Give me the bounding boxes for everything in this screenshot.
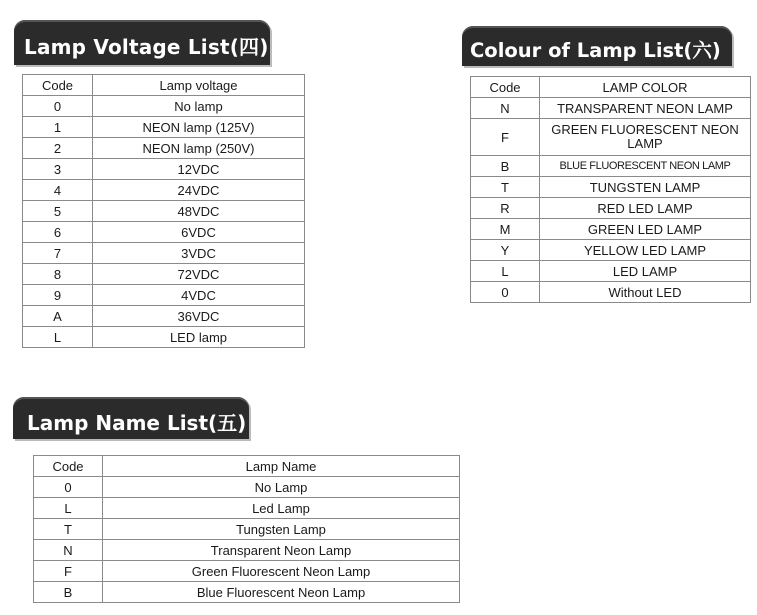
table-row xyxy=(34,582,460,603)
voltage-cell: 4VDC xyxy=(93,285,305,306)
table-row xyxy=(23,222,305,243)
voltage-cell: 24VDC xyxy=(93,180,305,201)
color-cell: TUNGSTEN LAMP xyxy=(540,177,751,198)
code-cell: R xyxy=(471,198,540,219)
lamp-name-list-title xyxy=(13,397,249,439)
color-cell: Without LED xyxy=(540,282,751,303)
name-cell: Green Fluorescent Neon Lamp xyxy=(103,561,460,582)
code-cell: 2 xyxy=(23,138,93,159)
voltage-cell: 3VDC xyxy=(93,243,305,264)
table-row xyxy=(471,177,751,198)
code-header: Code xyxy=(23,75,93,96)
table-row xyxy=(471,98,751,119)
voltage-cell: 36VDC xyxy=(93,306,305,327)
table-header-row xyxy=(23,75,305,96)
voltage-cell: NEON lamp (125V) xyxy=(93,117,305,138)
lamp-name-table xyxy=(33,455,460,603)
code-cell: L xyxy=(34,498,103,519)
table-row xyxy=(34,561,460,582)
voltage-cell: 72VDC xyxy=(93,264,305,285)
code-cell: L xyxy=(471,261,540,282)
color-cell: GREEN LED LAMP xyxy=(540,219,751,240)
code-cell: T xyxy=(471,177,540,198)
code-cell: 8 xyxy=(23,264,93,285)
lamp-name-header: Lamp Name xyxy=(103,456,460,477)
code-cell: N xyxy=(34,540,103,561)
color-cell: BLUE FLUORESCENT NEON LAMP xyxy=(540,156,751,177)
code-cell: Y xyxy=(471,240,540,261)
code-cell: 7 xyxy=(23,243,93,264)
voltage-cell: LED lamp xyxy=(93,327,305,348)
lamp-voltage-list-title xyxy=(14,20,270,65)
code-cell: 3 xyxy=(23,159,93,180)
table-row xyxy=(471,282,751,303)
lamp-color-header: LAMP COLOR xyxy=(540,77,751,98)
voltage-cell: 48VDC xyxy=(93,201,305,222)
lamp-name-list-title-text: Lamp Name List(五) xyxy=(27,411,247,435)
table-row xyxy=(471,219,751,240)
name-cell: Tungsten Lamp xyxy=(103,519,460,540)
voltage-cell: 6VDC xyxy=(93,222,305,243)
table-row xyxy=(23,264,305,285)
color-cell: LED LAMP xyxy=(540,261,751,282)
code-cell: F xyxy=(34,561,103,582)
code-cell: 0 xyxy=(471,282,540,303)
table-header-row xyxy=(471,77,751,98)
code-cell: A xyxy=(23,306,93,327)
code-cell: M xyxy=(471,219,540,240)
table-row xyxy=(23,180,305,201)
code-cell: 1 xyxy=(23,117,93,138)
table-row xyxy=(34,519,460,540)
name-cell: Led Lamp xyxy=(103,498,460,519)
table-row xyxy=(23,138,305,159)
table-row xyxy=(23,117,305,138)
code-cell: T xyxy=(34,519,103,540)
voltage-cell: 12VDC xyxy=(93,159,305,180)
name-cell: Transparent Neon Lamp xyxy=(103,540,460,561)
voltage-cell: No lamp xyxy=(93,96,305,117)
code-cell: 9 xyxy=(23,285,93,306)
table-row xyxy=(23,285,305,306)
colour-of-lamp-list-title-text: Colour of Lamp List(六) xyxy=(470,39,721,62)
lamp-voltage-header: Lamp voltage xyxy=(93,75,305,96)
code-cell: L xyxy=(23,327,93,348)
table-row xyxy=(23,327,305,348)
colour-of-lamp-list-title xyxy=(462,26,732,66)
code-cell: 0 xyxy=(23,96,93,117)
table-row xyxy=(471,261,751,282)
table-row xyxy=(34,477,460,498)
lamp-voltage-table xyxy=(22,74,305,348)
table-row xyxy=(23,159,305,180)
code-cell: N xyxy=(471,98,540,119)
table-row xyxy=(471,156,751,177)
table-row xyxy=(23,306,305,327)
table-row xyxy=(23,96,305,117)
table-row xyxy=(34,540,460,561)
code-cell: 5 xyxy=(23,201,93,222)
voltage-cell: NEON lamp (250V) xyxy=(93,138,305,159)
code-cell: 6 xyxy=(23,222,93,243)
code-cell: B xyxy=(34,582,103,603)
name-cell: No Lamp xyxy=(103,477,460,498)
code-header: Code xyxy=(34,456,103,477)
table-row xyxy=(23,243,305,264)
table-row xyxy=(471,119,751,156)
color-cell: TRANSPARENT NEON LAMP xyxy=(540,98,751,119)
lamp-colour-table xyxy=(470,76,751,303)
code-header: Code xyxy=(471,77,540,98)
code-cell: 4 xyxy=(23,180,93,201)
name-cell: Blue Fluorescent Neon Lamp xyxy=(103,582,460,603)
table-row xyxy=(23,201,305,222)
lamp-voltage-list-title-text: Lamp Voltage List(四) xyxy=(24,35,269,59)
code-cell: B xyxy=(471,156,540,177)
table-row xyxy=(34,498,460,519)
color-cell: RED LED LAMP xyxy=(540,198,751,219)
color-cell: GREEN FLUORESCENT NEON LAMP xyxy=(540,119,751,156)
code-cell: F xyxy=(471,119,540,156)
table-row xyxy=(471,198,751,219)
code-cell: 0 xyxy=(34,477,103,498)
table-header-row xyxy=(34,456,460,477)
table-row xyxy=(471,240,751,261)
color-cell: YELLOW LED LAMP xyxy=(540,240,751,261)
